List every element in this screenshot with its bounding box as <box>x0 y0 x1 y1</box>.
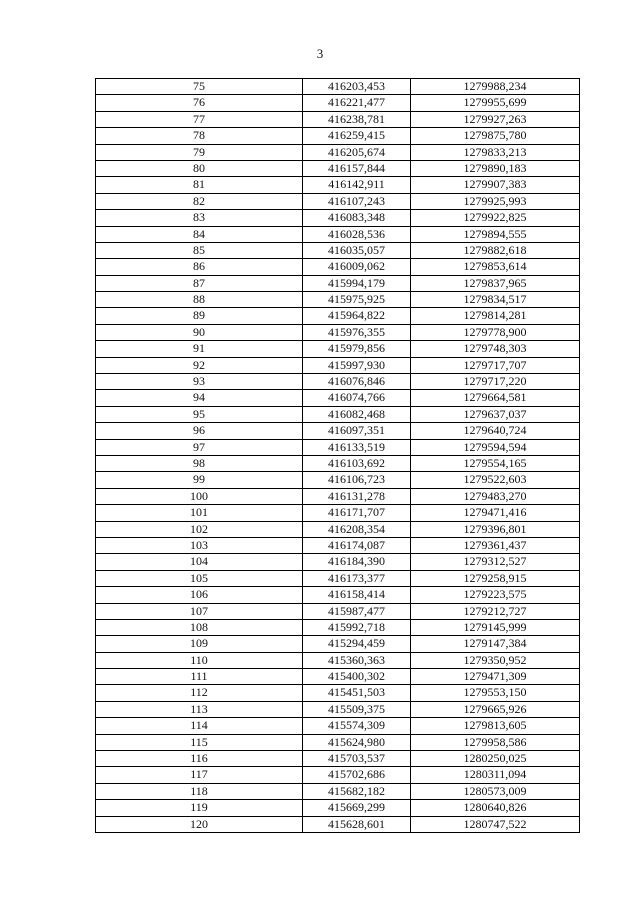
table-row <box>96 784 579 800</box>
x-coordinate-cell: 415400,302 <box>303 669 411 684</box>
x-coordinate-cell: 415360,363 <box>303 653 411 668</box>
x-coordinate-cell: 416076,846 <box>303 374 411 389</box>
table-row <box>96 440 579 456</box>
y-coordinate-cell: 1279396,801 <box>463 521 527 536</box>
x-coordinate-cell: 416083,348 <box>303 210 411 225</box>
table-row <box>96 227 579 243</box>
y-coordinate-cell: 1279813,605 <box>463 718 527 733</box>
y-coordinate-cell: 1279637,037 <box>463 406 527 421</box>
y-coordinate-cell: 1279927,263 <box>463 111 527 126</box>
point-number-cell: 78 <box>96 128 303 143</box>
y-coordinate-cell: 1279853,614 <box>463 259 527 274</box>
x-coordinate-cell: 416035,057 <box>303 243 411 258</box>
point-number-cell: 109 <box>96 636 303 651</box>
x-coordinate-cell: 416259,415 <box>303 128 411 143</box>
point-number-cell: 119 <box>96 800 303 815</box>
table-row <box>96 800 579 816</box>
table-row <box>96 604 579 620</box>
table-row <box>96 636 579 652</box>
x-coordinate-cell: 415624,980 <box>303 735 411 750</box>
point-number-cell: 118 <box>96 784 303 799</box>
point-number-cell: 94 <box>96 390 303 405</box>
point-number-cell: 82 <box>96 194 303 209</box>
y-coordinate-cell: 1279471,416 <box>463 505 527 520</box>
table-row <box>96 325 579 341</box>
y-coordinate-cell: 1279875,780 <box>463 128 527 143</box>
y-coordinate-cell: 1279483,270 <box>463 488 527 503</box>
coordinates-table <box>95 78 580 833</box>
point-number-cell: 103 <box>96 538 303 553</box>
point-number-cell: 104 <box>96 554 303 569</box>
y-coordinate-cell: 1279890,183 <box>463 160 527 175</box>
x-coordinate-cell: 415703,537 <box>303 751 411 766</box>
point-number-cell: 85 <box>96 243 303 258</box>
y-coordinate-cell: 1279955,699 <box>463 95 527 110</box>
y-coordinate-cell: 1279312,527 <box>463 554 527 569</box>
table-row <box>96 653 579 669</box>
x-coordinate-cell: 415997,930 <box>303 358 411 373</box>
y-coordinate-cell: 1279958,586 <box>463 734 527 749</box>
table-row <box>96 817 579 833</box>
point-number-cell: 108 <box>96 620 303 635</box>
x-coordinate-cell: 416208,354 <box>303 522 411 537</box>
point-number-cell: 112 <box>96 685 303 700</box>
point-number-cell: 93 <box>96 374 303 389</box>
x-coordinate-cell: 416157,844 <box>303 161 411 176</box>
table-row <box>96 79 579 95</box>
y-coordinate-cell: 1279837,965 <box>463 275 527 290</box>
point-number-cell: 113 <box>96 702 303 717</box>
table-row <box>96 308 579 324</box>
y-coordinate-cell: 1279350,952 <box>463 652 527 667</box>
x-coordinate-cell: 416205,674 <box>303 145 411 160</box>
y-coordinate-cell: 1279258,915 <box>463 570 527 585</box>
y-coordinate-cell: 1279212,727 <box>463 603 527 618</box>
x-coordinate-cell: 416074,766 <box>303 390 411 405</box>
table-row <box>96 456 579 472</box>
x-coordinate-cell: 416142,911 <box>303 177 411 192</box>
x-coordinate-cell: 415987,477 <box>303 604 411 619</box>
y-coordinate-cell: 1279717,707 <box>463 357 527 372</box>
y-coordinate-cell: 1280573,009 <box>463 783 527 798</box>
point-number-cell: 114 <box>96 718 303 733</box>
point-number-cell: 84 <box>96 227 303 242</box>
y-coordinate-cell: 1280747,522 <box>463 816 527 831</box>
y-coordinate-cell: 1279894,555 <box>463 226 527 241</box>
table-row <box>96 718 579 734</box>
point-number-cell: 76 <box>96 95 303 110</box>
table-row <box>96 243 579 259</box>
x-coordinate-cell: 415976,355 <box>303 325 411 340</box>
point-number-cell: 100 <box>96 489 303 504</box>
y-coordinate-cell: 1279664,581 <box>463 390 527 405</box>
table-row <box>96 358 579 374</box>
point-number-cell: 115 <box>96 735 303 750</box>
y-coordinate-cell: 1280311,094 <box>463 767 527 782</box>
x-coordinate-cell: 415574,309 <box>303 718 411 733</box>
point-number-cell: 101 <box>96 505 303 520</box>
point-number-cell: 86 <box>96 259 303 274</box>
table-row <box>96 735 579 751</box>
x-coordinate-cell: 416082,468 <box>303 407 411 422</box>
x-coordinate-cell: 416009,062 <box>303 259 411 274</box>
x-coordinate-cell: 416203,453 <box>303 79 411 94</box>
point-number-cell: 79 <box>96 145 303 160</box>
y-coordinate-cell: 1279665,926 <box>463 701 527 716</box>
table-row <box>96 538 579 554</box>
y-coordinate-cell: 1279147,384 <box>463 636 527 651</box>
y-coordinate-cell: 1279223,575 <box>463 587 527 602</box>
y-coordinate-cell: 1280640,826 <box>463 800 527 815</box>
y-coordinate-cell: 1279988,234 <box>463 79 527 93</box>
y-coordinate-cell: 1279748,303 <box>463 341 527 356</box>
point-number-cell: 110 <box>96 653 303 668</box>
point-number-cell: 111 <box>96 669 303 684</box>
table-row <box>96 423 579 439</box>
table-row <box>96 292 579 308</box>
point-number-cell: 107 <box>96 604 303 619</box>
table-row <box>96 751 579 767</box>
x-coordinate-cell: 415979,856 <box>303 341 411 356</box>
x-coordinate-cell: 416106,723 <box>303 472 411 487</box>
x-coordinate-cell: 416174,087 <box>303 538 411 553</box>
x-coordinate-cell: 415682,182 <box>303 784 411 799</box>
table-row <box>96 587 579 603</box>
x-coordinate-cell: 416107,243 <box>303 194 411 209</box>
y-coordinate-cell: 1279522,603 <box>463 472 527 487</box>
y-coordinate-cell: 1279922,825 <box>463 210 527 225</box>
point-number-cell: 87 <box>96 276 303 291</box>
point-number-cell: 88 <box>96 292 303 307</box>
x-coordinate-cell: 415702,686 <box>303 767 411 782</box>
table-row <box>96 472 579 488</box>
x-coordinate-cell: 416173,377 <box>303 571 411 586</box>
point-number-cell: 96 <box>96 423 303 438</box>
x-coordinate-cell: 415975,925 <box>303 292 411 307</box>
x-coordinate-cell: 415669,299 <box>303 800 411 815</box>
y-coordinate-cell: 1279833,213 <box>463 144 527 159</box>
point-number-cell: 90 <box>96 325 303 340</box>
point-number-cell: 81 <box>96 177 303 192</box>
x-coordinate-cell: 415964,822 <box>303 308 411 323</box>
x-coordinate-cell: 415451,503 <box>303 685 411 700</box>
point-number-cell: 77 <box>96 112 303 127</box>
point-number-cell: 92 <box>96 358 303 373</box>
table-row <box>96 177 579 193</box>
table-row <box>96 489 579 505</box>
y-coordinate-cell: 1279594,594 <box>463 439 527 454</box>
y-coordinate-cell: 1279834,517 <box>463 292 527 307</box>
table-row <box>96 505 579 521</box>
point-number-cell: 99 <box>96 472 303 487</box>
y-coordinate-cell: 1279717,220 <box>463 374 527 389</box>
x-coordinate-cell: 415628,601 <box>303 817 411 832</box>
table-row <box>96 161 579 177</box>
point-number-cell: 75 <box>96 79 303 94</box>
point-number-cell: 89 <box>96 308 303 323</box>
y-coordinate-cell: 1280250,025 <box>463 751 527 766</box>
y-coordinate-cell: 1279907,383 <box>463 177 527 192</box>
point-number-cell: 120 <box>96 817 303 832</box>
x-coordinate-cell: 416238,781 <box>303 112 411 127</box>
y-coordinate-cell: 1279554,165 <box>463 455 527 470</box>
y-coordinate-cell: 1279361,437 <box>463 537 527 552</box>
x-coordinate-cell: 415294,459 <box>303 636 411 651</box>
y-coordinate-cell: 1279882,618 <box>463 242 527 257</box>
table-row <box>96 522 579 538</box>
y-coordinate-cell: 1279925,993 <box>463 193 527 208</box>
point-number-cell: 105 <box>96 571 303 586</box>
x-coordinate-cell: 416131,278 <box>303 489 411 504</box>
x-coordinate-cell: 416133,519 <box>303 440 411 455</box>
point-number-cell: 102 <box>96 522 303 537</box>
x-coordinate-cell: 415992,718 <box>303 620 411 635</box>
table-row <box>96 210 579 226</box>
point-number-cell: 97 <box>96 440 303 455</box>
table-row <box>96 194 579 210</box>
table-row <box>96 685 579 701</box>
table-row <box>96 554 579 570</box>
x-coordinate-cell: 416103,692 <box>303 456 411 471</box>
table-row <box>96 390 579 406</box>
x-coordinate-cell: 416184,390 <box>303 554 411 569</box>
table-row <box>96 95 579 111</box>
y-coordinate-cell: 1279553,150 <box>463 685 527 700</box>
point-number-cell: 83 <box>96 210 303 225</box>
x-coordinate-cell: 416158,414 <box>303 587 411 602</box>
y-coordinate-cell: 1279640,724 <box>463 423 527 438</box>
table-row <box>96 341 579 357</box>
table-row <box>96 128 579 144</box>
point-number-cell: 106 <box>96 587 303 602</box>
table-row <box>96 571 579 587</box>
table-row <box>96 276 579 292</box>
x-coordinate-cell: 416097,351 <box>303 423 411 438</box>
table-row <box>96 112 579 128</box>
table-row <box>96 374 579 390</box>
y-coordinate-cell: 1279778,900 <box>463 324 527 339</box>
table-row <box>96 259 579 275</box>
point-number-cell: 91 <box>96 341 303 356</box>
table-row <box>96 767 579 783</box>
y-coordinate-cell: 1279471,309 <box>463 669 527 684</box>
table-row <box>96 145 579 161</box>
x-coordinate-cell: 416028,536 <box>303 227 411 242</box>
table-row <box>96 407 579 423</box>
point-number-cell: 95 <box>96 407 303 422</box>
x-coordinate-cell: 416171,707 <box>303 505 411 520</box>
point-number-cell: 80 <box>96 161 303 176</box>
table-row <box>96 669 579 685</box>
page-number: 3 <box>316 46 324 61</box>
point-number-cell: 116 <box>96 751 303 766</box>
x-coordinate-cell: 415509,375 <box>303 702 411 717</box>
table-row <box>96 620 579 636</box>
y-coordinate-cell: 1279814,281 <box>463 308 527 323</box>
y-coordinate-cell: 1279145,999 <box>463 619 527 634</box>
point-number-cell: 117 <box>96 767 303 782</box>
x-coordinate-cell: 415994,179 <box>303 276 411 291</box>
point-number-cell: 98 <box>96 456 303 471</box>
x-coordinate-cell: 416221,477 <box>303 95 411 110</box>
table-row <box>96 702 579 718</box>
